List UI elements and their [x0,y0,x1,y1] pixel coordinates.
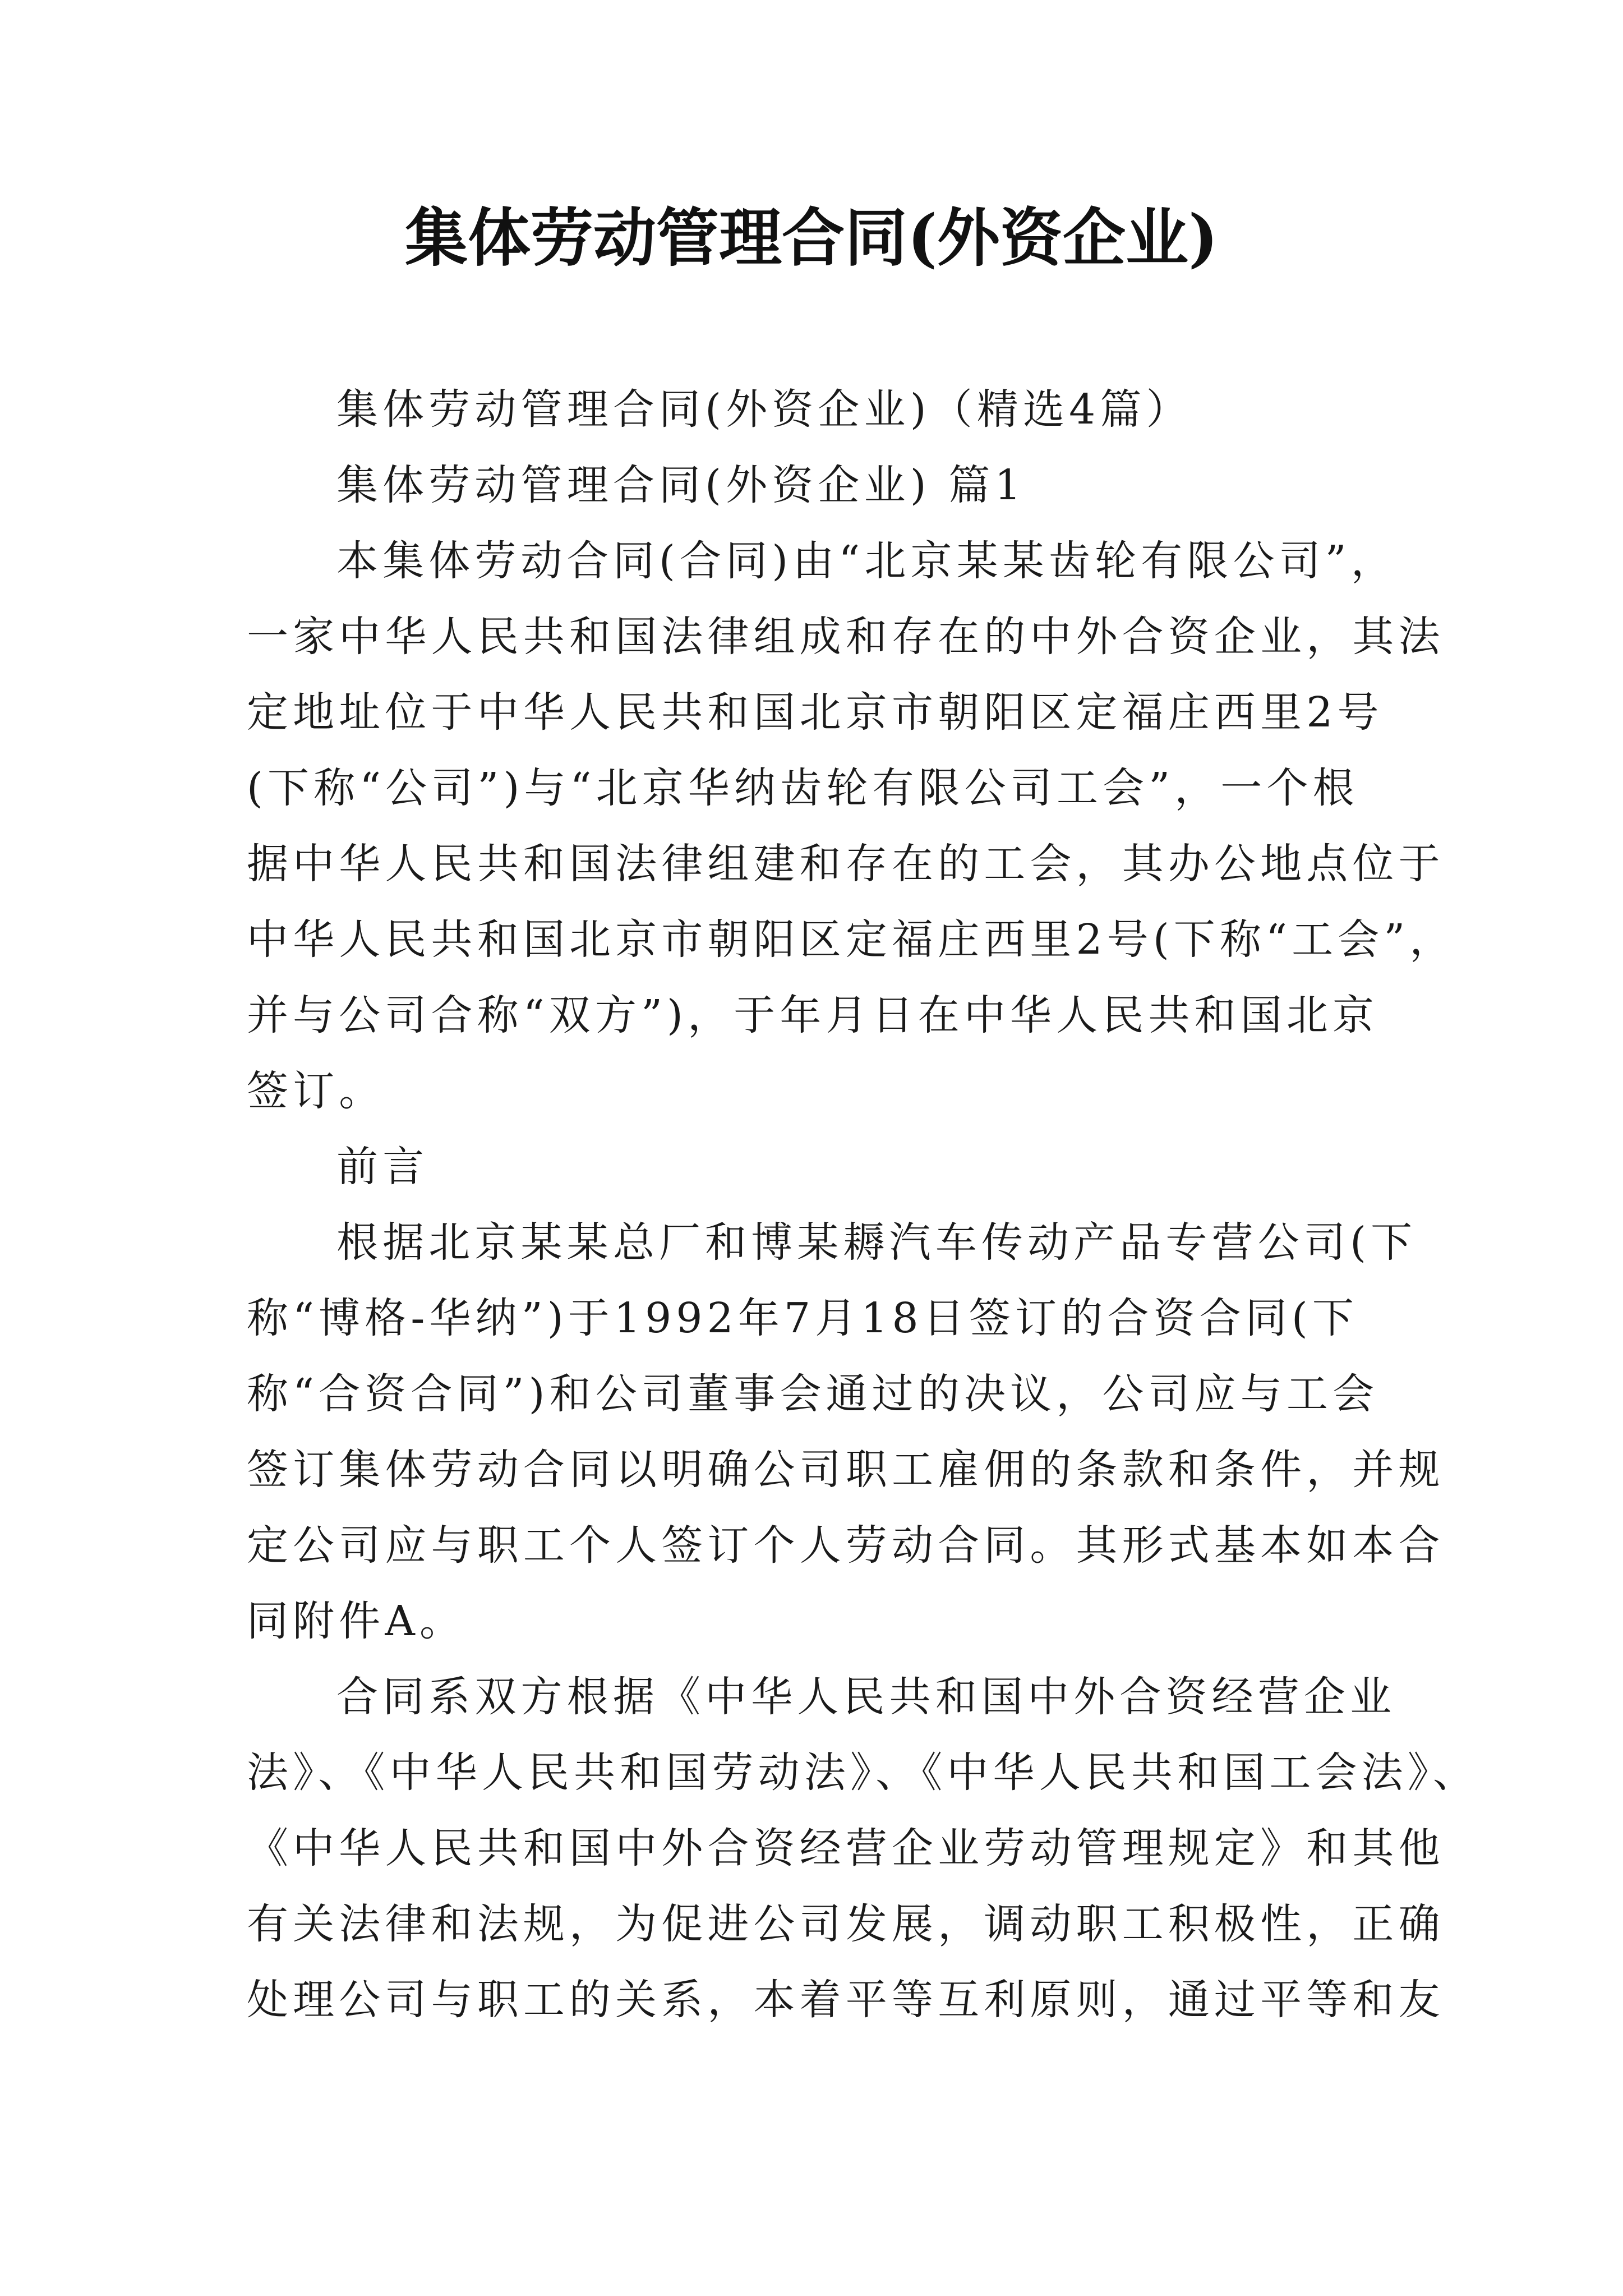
doc-line: 定地址位于中华人民共和国北京市朝阳区定福庄西里2号 [247,688,1384,737]
doc-line: 据中华人民共和国法律组建和存在的工会，其办公地点位于 [247,840,1445,888]
doc-line: 中华人民共和国北京市朝阳区定福庄西里2号(下称“工会”， [247,915,1456,964]
doc-line: 合同系双方根据《中华人民共和国中外合资经营企业 [336,1673,1396,1721]
doc-line: 集体劳动管理合同(外资企业)（精选4篇） [336,385,1192,434]
doc-line: 称“博格-华纳”)于1992年7月18日签订的合资合同(下 [247,1294,1359,1342]
doc-line: 称“合资合同”)和公司董事会通过的决议，公司应与工会 [247,1370,1379,1418]
doc-line: 签订集体劳动合同以明确公司职工雇佣的条款和条件，并规 [247,1446,1445,1494]
doc-line: 集体劳动管理合同(外资企业) 篇1 [336,461,1026,509]
doc-line: 根据北京某某总厂和博某耨汽车传动产品专营公司(下 [336,1218,1417,1267]
doc-line: 并与公司合称“双方”)，于年月日在中华人民共和国北京 [247,991,1379,1039]
doc-line: 本集体劳动合同(合同)由“北京某某齿轮有限公司”， [336,537,1397,585]
doc-line: (下称“公司”)与“北京华纳齿轮有限公司工会”，一个根 [247,764,1359,812]
doc-line: 有关法律和法规，为促进公司发展，调动职工积极性，正确 [247,1900,1445,1948]
doc-line: 定公司应与职工个人签订个人劳动合同。其形式基本如本合 [247,1521,1445,1570]
doc-line: 《中华人民共和国中外合资经营企业劳动管理规定》和其他 [247,1824,1445,1872]
section-heading: 前言 [336,1143,429,1191]
doc-line: 同附件A。 [247,1597,466,1645]
doc-line: 处理公司与职工的关系，本着平等互利原则，通过平等和友 [247,1976,1445,2024]
doc-line: 签订。 [247,1067,385,1115]
doc-line: 一家中华人民共和国法律组成和存在的中外合资企业，其法 [247,613,1445,661]
doc-line: 法》、《中华人民共和国劳动法》、《中华人民共和国工会法》、 [247,1749,1479,1797]
document-title: 集体劳动管理合同(外资企业) [405,201,1218,275]
